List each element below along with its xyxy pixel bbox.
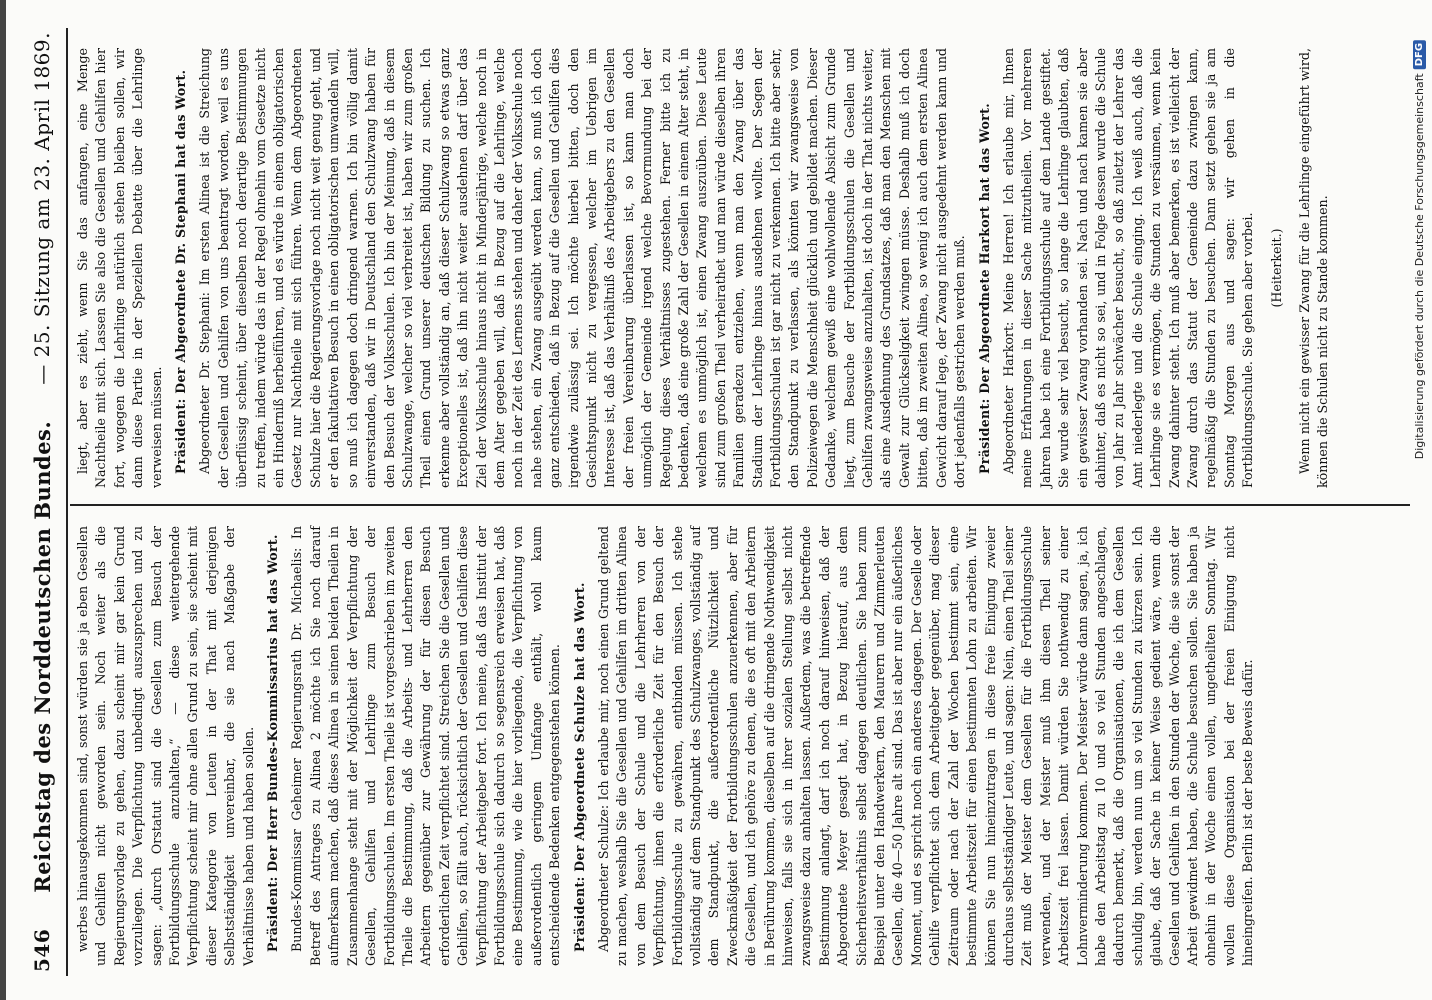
paragraph: liegt, aber es zieht, wenn Sie das anfangen, eine Menge Nachtheile mit sich. Lassen Sie also die Gesellen und Gehilfen hier fort, wogegen die Lehrlinge natürlich stehen bleiben sollen, wir dann diese Partie in der Speziellen Debatte über die Lehrlinge verweisen müssen. bbox=[75, 48, 164, 488]
speaker-paragraph: Präsident: Der Abgeordnete Harkort hat das Wort. bbox=[976, 103, 992, 474]
paragraph: (Heiterkeit.) bbox=[1268, 228, 1284, 308]
header-rule bbox=[66, 28, 68, 976]
session-date: — 25. Sitzung am 23. April 1869. bbox=[30, 32, 54, 385]
paragraph: Abgeordneter Dr. Stephani: Im ersten Alinea ist die Streichung der Gesellen und Gehilfen von uns beantragt worden, weil es uns überflüssig scheint, über dieselben noch derartige Bestimmungen zu treffen, indem würde das in der Regel ohnehin vom Gesetze nicht ein Hinderniß herbeiführen, und es würde in einem obligatorischen Gesetz nur Nachtheile mit sich führen. Wenn dem Abgeordneten Schulze hier die Regierungsvorlage noch nicht weit genug geht, und er den fakultativen Besuch in einen obligatorischen umwandeln will, so muß ich dagegen doch dringend warnen. Ich bin völlig damit einverstanden, daß wir in Deutschland den Schulzwang haben für den Besuch der Volksschulen. Ich bin der Meinung, daß in diesem Schulzwange, welcher so viel verbreitet ist, haben wir zum großen Theil einen Grund unserer deutschen Bildung zu suchen. Ich erkenne aber vollständig an, daß dieser Schulzwang so etwas ganz Exceptionelles ist, daß ihn nicht weiter ausdehnen darf über das Ziel der Volksschule hinaus nicht in Minderjährige, welche noch in dem Alter gegeben will, daß in Bezug auf die Lehrlinge, welche noch in der Zeit des Lernens stehen und daher der Volksschule noch nahe stehen, ein Zwang ausgeübt werden kann, so muß ich doch ganz entschieden, daß in Bezug auf die Gesellen und Gehilfen dies irgendwie zulässig sei. Ich möchte hierbei bitten, doch den Gesichtspunkt nicht zu vergessen, welcher im Uebrigen im Interesse ist, daß das Verhältniß des Arbeitgebers zu den Gesellen der freien Vereinbarung überlassen ist, so kann man doch unmöglich der Gemeinde irgend welche Bevormundung bei der Regelung dieses Verhältnisses zugestehen. Ferner bitte ich zu bedenken, daß eine große Zahl der Gesellen in einem Alter steht, in welchem es unmöglich ist, einen Zwang auszuüben. Diese Leute sind zum großen Theil verheirathet und man würde dieselben ihren Familien geradezu entziehen, wenn man den Zwang über das Stadium der Lehrlinge hinaus ausdehnen wollte. Der Segen der Fortbildungsschulen ist gar nicht zu verkennen. Ich bitte aber sehr, den Standpunkt zu verlassen, als könnten wir zwangsweise von Polizeiwegen die Menschheit glücklich und gebildet machen. Dieser Gedanke, welchem gewiß eine wohlwollende Absicht zum Grunde liegt, zum Besuche der Fortbildungsschulen die Gesellen und Gehilfen zwangsweise anzuhalten, ist doch in der That nichts weiter, als eine Ausdehnung des Grundsatzes, daß man den Menschen mit Gewalt zur Glückseligkeit zwingen müsse. Deshalb muß ich doch bitten, daß im zweiten Alinea, so wenig ich auch dem ersten Alinea Gewicht darauf lege, der Zwang nicht ausgedehnt werden kann und dort jedenfalls gestrichen werden muß. bbox=[197, 48, 968, 488]
text-column-right bbox=[74, 48, 1339, 488]
paragraph: Abgeordneter Harkort: Meine Herren! Ich erlaube mir, Ihnen meine Erfahrungen in dieser Sache mitzutheilen. Vor mehreren Jahren habe ich eine Fortbildungsschule auf dem Lande gestiftet. Sie wurde sehr viel besucht, so lange die Lehrlinge glaubten, daß ein gewisser Zwang vorhanden sei. Nach und nach kamen sie aber dahinter, daß es nicht so sei, und in Folge dessen wurde die Schule von Jahr zu Jahr schwächer besucht, so daß zuletzt der Lehrer das Amt niederlegte und die Schule einging. Ich weiß auch, daß die Lehrlinge sie es vermögen, die Stunden zu versäumen, wenn kein Zwang dahinter steht. Ich muß aber bemerken, es ist vielleicht der Zwang durch das Statut der Gemeinde dazu zwingen kann, regelmäßig die Stunden zu besuchen. Dann setzt gehen sie ja am Sonntag Morgen aus und sagen: wir gehen in die Fortbildungsschule. Sie gehen aber vorbei. bbox=[1000, 48, 1256, 488]
speaker-paragraph: Präsident: Der Abgeordnete Dr. Stephani hat das Wort. bbox=[173, 69, 189, 474]
publication-title: Reichstag des Norddeutschen Bundes. bbox=[29, 420, 55, 893]
speaker-paragraph: Präsident: Der Herr Bundes-Kommissarius hat das Wort. bbox=[265, 534, 281, 952]
paragraph: Wenn nicht ein gewisser Zwang für die Lehrlinge eingeführt wird, können die Schulen nicht zu Stande kommen. bbox=[1297, 48, 1331, 488]
dfg-logo: DFG bbox=[1413, 40, 1426, 69]
page-number: 546 bbox=[30, 928, 54, 972]
column-separator bbox=[70, 504, 1410, 506]
paragraph: Abgeordneter Schulze: Ich erlaube mir, noch einen Grund geltend zu machen, weshalb Sie die Gesellen und Gehilfen im dritten Alinea von dem Besuch der Schule und die Lehrherren von der Verpflichtung, ihnen die erforderliche Zeit für den Besuch der Fortbildungsschule zu gewähren, entbinden müssen. Ich stehe vollständig auf dem Standpunkt des Schulzwanges, vollständig auf dem Standpunkt, die außerordentliche Nützlichkeit und Zweckmäßigkeit der Fortbildungsschulen anzuerkennen, aber für die Gesellen, und ich gehöre zu denen, die es oft mit den Arbeitern in Berührung kommen, dieselben auf die dringende Nothwendigkeit hinweisen, falls sie sich in ihrer sozialen Stellung selbst nicht zwangsweise dazu anhalten lassen. Außerdem, was die betreffende Bestimmung anlangt, darf ich noch darauf hinweisen, daß der Abgeordnete Meyer gesagt hat, in Bezug hierauf, aus dem Sicherheitsverhältnis selbst dagegen deutlichen. Sie haben zum Beispiel unter den Handwerkern, den Maurern und Zimmerleuten Gesellen, die 40—50 Jahre alt sind. Das ist aber nur ein äußerliches Moment, und es spricht noch ein anderes dagegen. Der Geselle oder Gehilfe verpflichtet sich dem Arbeitgeber gegenüber, mag dieser Zeitraum oder nach der Zahl der Wochen bestimmt sein, eine bestimmte Arbeitszeit für einen bestimmten Lohn zu arbeiten. Wir können Sie nun hineinzutragen in diese freie Einigung zweier durchaus selbstständiger Leute, und sagen: Nein, einen Theil seiner Zeit muß der Meister dem Gesellen für die Fortbildungsschule verwenden, und der Meister muß ihm diesen Theil seiner Arbeitszeit frei lassen. Damit würden Sie nothwendig zu einer Lohnverminderung kommen. Der Meister würde dann sagen, ja, ich habe den Arbeitstag zu 10 und so viel Stunden angeschlagen, dadurch bemerkt, daß die Organisationen, die ich dem Gesellen schuldig bin, werden nun um so viel Stunden zu kürzen sein. Ich glaube, daß der Sache in keiner Weise gedient wäre, wenn die Gesellen und Gehilfen in den Stunden der Woche, die sie sonst der Arbeit gewidmet haben, die Schule besuchen sollen. Sie haben ja ohnehin in der Woche einen vollen, ungetheilten Sonntag. Wir wollen diese Organisation bei der freien Einigung nicht hineingreifen. Berlin ist der beste Beweis dafür. bbox=[595, 526, 1256, 966]
speaker-paragraph: Präsident: Der Abgeordnete Schulze hat das Wort. bbox=[571, 582, 587, 952]
paragraph: werbes hinausgekommen sind, sonst würden sie ja eben Gesellen und Gehilfen nicht geworden sein. Noch weiter als die Regierungsvorlage zu gehen, dazu scheint mir gar kein Grund vorzuliegen. Die Verpflichtung unbedingt auszusprechen und zu sagen: „durch Orstatut sind die Gesellen zum Besuch der Fortbildungsschule anzuhalten,“ — diese weitergehende Verpflichtung scheint mir ohne allen Grund zu sein, sie scheint mit dieser Kategorie von Leuten in der That mit derjenigen Selbstständigkeit unvereinbar, die sie nach Maßgabe der Verhältnisse haben und haben sollen. bbox=[75, 526, 256, 966]
credit-text: Digitalisierung gefördert durch die Deutsche Forschungsgemeinschaft bbox=[1413, 73, 1426, 460]
digitization-credit bbox=[1413, 40, 1426, 459]
paragraph: Bundes-Kommissar Geheimer Regierungsrath Dr. Michaelis: In Betreff des Antrages zu Alinea 2 möchte ich Sie noch darauf aufmerksam machen, daß dieses Alinea in seinen beiden Theilen in Zusammenhange steht mit der Möglichkeit der Verpflichtung der Gesellen, Gehilfen und Lehrlinge zum Besuch der Fortbildungsschulen. Im ersten Theile ist vorgeschrieben im zweiten Theile die Bestimmung, daß die Arbeits- und Lehrherren den Arbeitern gegenüber zur Gewährung der für diesen Besuch erforderlichen Zeit verpflichtet sind. Streichen Sie die Gesellen und Gehilfen, so fällt auch, rücksichtlich der Gesellen und Gehilfen diese Verpflichtung der Arbeitgeber fort. Ich meine, daß das Institut der Fortbildungsschule sich dadurch so segensreich erweisen hat, daß eine Bestimmung, wie die hier vorliegende, die Verpflichtung von außerordentlich geringem Umfange enthält, wohl kaum entscheidende Bedenken entgegenstehen können. bbox=[289, 526, 563, 966]
page-header bbox=[20, 32, 64, 972]
text-column-left bbox=[74, 526, 1264, 966]
